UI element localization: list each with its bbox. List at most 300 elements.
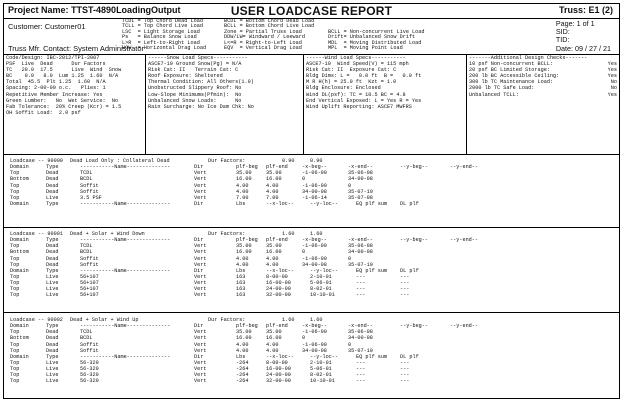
point-load-row-cell: 16-00-00 — [266, 366, 291, 373]
dist-load-row-cell: Vert — [194, 255, 207, 262]
point-load-row-cell: 56+107 — [80, 292, 99, 299]
point-load-header-cell: Type — [46, 200, 59, 207]
loadcase-title-cell: 0.90 — [310, 158, 323, 164]
dist-load-row-cell: 35-06-08 — [348, 329, 373, 336]
point-load-header-cell: Dir — [194, 200, 204, 207]
dist-load-row-cell: 35.00 — [236, 329, 252, 336]
snow-spec-heading: ------Snow Load Specs----------- — [148, 55, 248, 61]
legend-entry: TCDL = Top Chord Dead Load — [122, 18, 203, 24]
point-load-row-cell: 32-00-00 — [266, 292, 291, 299]
dist-load-row-cell: 34-00-08 — [302, 188, 327, 195]
dist-load-row-cell: Vert — [194, 182, 207, 189]
dist-load-row-cell: 16.00 — [266, 176, 282, 183]
customer-label: Customer: — [8, 22, 43, 31]
dist-load-row-cell: 16.00 — [266, 335, 282, 342]
point-load-header-cell: -----------Name-------------- — [80, 353, 171, 360]
point-load-header-cell: EQ plf sum — [356, 200, 388, 207]
wind-spec-line: Bldg Enclosure: Enclosed — [306, 85, 381, 92]
truss-label: Truss: — [558, 5, 586, 15]
point-load-row-cell: Top — [10, 286, 20, 293]
point-load-header-cell: DL plf — [400, 267, 419, 274]
dist-load-row-cell: 4.00 — [236, 182, 249, 189]
point-load-row-cell: --- — [356, 366, 366, 373]
loadcase-title-cell: Loadcase -- 90002 — [10, 317, 63, 323]
point-load-row-cell: Vert — [194, 280, 207, 287]
dist-load-header-cell: plf-beg — [236, 237, 258, 244]
point-load-row-cell: 56-320 — [80, 366, 99, 373]
project-label: Project Name: — [8, 5, 69, 15]
wind-spec-line: Risk Cat: II Exposure Cat: C — [306, 67, 397, 74]
dist-load-header-cell: plf-beg — [236, 164, 258, 171]
point-load-row-cell: 163 — [236, 292, 246, 299]
dist-load-header-cell: Dir — [194, 237, 204, 244]
point-load-header-cell: -----------Name-------------- — [80, 200, 171, 207]
dist-load-header-cell: plf-end — [266, 164, 288, 171]
point-load-row-cell: 8-00-00 — [266, 359, 288, 366]
loadcase-title-cell: Dead + Solar + Wind Up — [70, 317, 139, 323]
dist-load-row-cell: Soffit — [80, 347, 99, 354]
point-load-header-cell: EQ plf sum — [356, 353, 388, 360]
dist-load-row-cell: Live — [46, 194, 59, 201]
point-load-row-cell: Vert — [194, 372, 207, 379]
point-load-row-cell: --- — [400, 273, 410, 280]
mfr-contact-value: System Administrator — [73, 44, 145, 53]
point-load-row-cell: 32-00-00 — [266, 378, 291, 385]
checks-heading: -------Additional Design Checks------- — [469, 55, 588, 61]
dist-load-row-cell: Dead — [46, 261, 59, 268]
dist-load-row-cell: BCDL — [80, 335, 93, 342]
snow-spec-line: Low-Slope Minimums(Pfmin): No — [148, 91, 242, 98]
check-value: No — [610, 85, 617, 92]
point-load-row-cell: 8-02-01 — [310, 286, 332, 293]
dist-load-row-cell: 7.00 — [266, 194, 279, 201]
dist-load-row-cell: Soffit — [80, 261, 99, 268]
dist-load-row-cell: Dead — [46, 341, 59, 348]
point-load-row-cell: --- — [400, 292, 410, 299]
point-load-row-cell: 10-10-01 — [310, 292, 335, 299]
point-load-header-cell: EQ plf sum — [356, 267, 388, 274]
dist-load-row-cell: 34-00-08 — [302, 347, 327, 354]
dist-load-header-cell: -x-beg-- — [302, 237, 327, 244]
dist-load-row-cell: 34-00-08 — [348, 249, 373, 256]
point-load-row-cell: Live — [46, 280, 59, 287]
wind-spec-line: ASCE7-10 Wind Speed(V) = 115 mph — [306, 61, 409, 68]
point-load-header-cell: --x-loc-- — [266, 267, 295, 274]
point-load-row-cell: -264 — [236, 372, 249, 379]
loadcase-title-cell: 0.90 — [282, 158, 295, 164]
dist-load-row-cell: 4.00 — [236, 188, 249, 195]
wind-spec-line: End Vertical Exposed: L = Yes R = Yes — [306, 97, 422, 104]
dist-load-row-cell: 0 — [302, 335, 306, 342]
point-load-row-cell: --- — [356, 292, 366, 299]
loadcase-title-cell: 1.60 — [282, 317, 295, 323]
snow-load-specs — [146, 54, 304, 154]
dist-load-row-cell: 4.00 — [266, 261, 279, 268]
loadcase-title-cell: Dur Factors: — [208, 158, 246, 164]
legend-entry: LSC = Light Storage Load — [122, 28, 200, 35]
dist-load-row-cell: Top — [10, 341, 20, 348]
dist-load-row-cell: Dead — [46, 182, 59, 189]
loadcase-title-cell: 1.60 — [282, 231, 295, 237]
legend-entry: DDW/LW= Windward / Leeward — [224, 34, 305, 41]
dist-load-row-cell: 7.00 — [236, 194, 249, 201]
report-header — [4, 4, 619, 19]
sid: SID: — [555, 27, 570, 37]
dist-load-row-cell: Top — [10, 261, 20, 268]
dist-load-row-cell: 16.00 — [236, 249, 252, 256]
dist-load-row-cell: Vert — [194, 261, 207, 268]
dist-load-header-cell: --y-end-- — [450, 164, 479, 171]
dist-load-row-cell: TCDL — [80, 170, 93, 177]
dist-load-row-cell: 4.00 — [236, 255, 249, 262]
dist-load-row-cell: Vert — [194, 170, 207, 177]
check-value: No — [610, 79, 617, 86]
dist-load-row-cell: 35-07-08 — [348, 194, 373, 201]
dist-load-header-cell: --y-beg-- — [400, 323, 429, 330]
point-load-header-cell: -----------Name-------------- — [80, 267, 171, 274]
dist-load-row-cell: 4.00 — [236, 347, 249, 354]
dist-load-row-cell: Top — [10, 329, 20, 336]
point-load-row-cell: 163 — [236, 273, 246, 280]
dist-load-row-cell: 0 — [348, 341, 352, 348]
dist-load-row-cell: Top — [10, 255, 20, 262]
dist-load-row-cell: 0 — [302, 249, 306, 256]
wind-spec-line: Wind Uplift Reporting: ASCE7 MWFRS — [306, 103, 412, 110]
loadcase-title-cell: Loadcase -- 90000 — [10, 158, 63, 164]
point-load-row-cell: 16-00-00 — [266, 280, 291, 287]
code-spec-line: Fab Tolerance: 20% Creep (Kcr) = 1.5 — [6, 103, 122, 110]
dist-load-row-cell: Dead — [46, 335, 59, 342]
dist-load-row-cell: Vert — [194, 341, 207, 348]
point-load-row-cell: 24-00-00 — [266, 286, 291, 293]
dist-load-row-cell: -1-06-00 — [302, 341, 327, 348]
point-load-row-cell: 5-06-01 — [310, 366, 332, 373]
check-label: Unbalanced TCLL: — [469, 91, 519, 98]
dist-load-row-cell: 35-07-10 — [348, 188, 373, 195]
dist-load-header-cell: -x-beg-- — [302, 323, 327, 330]
dist-load-row-cell: 16.00 — [266, 249, 282, 256]
point-load-row-cell: 56-320 — [80, 359, 99, 366]
wind-spec-line: Wind DL(psf): TC = 10.5 BC = 4.8 — [306, 91, 406, 98]
point-load-row-cell: Top — [10, 366, 20, 373]
dist-load-row-cell: TCDL — [80, 329, 93, 336]
dist-load-row-cell: Top — [10, 243, 20, 250]
dist-load-row-cell: Dead — [46, 255, 59, 262]
dist-load-row-cell: Vert — [194, 329, 207, 336]
divider — [4, 312, 619, 313]
customer-value: Customer01 — [44, 22, 86, 31]
dist-load-row-cell: 4.00 — [266, 182, 279, 189]
point-load-header-cell: --x-loc-- — [266, 353, 295, 360]
point-load-row-cell: Top — [10, 372, 20, 379]
dist-load-row-cell: Top — [10, 188, 20, 195]
code-spec-line: OH Soffit Load: 2.0 psf — [6, 109, 81, 116]
loadcase-title-cell: Dead + Solar + Wind Down — [70, 231, 145, 237]
dist-load-row-cell: Vert — [194, 335, 207, 342]
report-title: USER LOADCASE REPORT — [230, 4, 393, 18]
dist-load-row-cell: -1-06-00 — [302, 182, 327, 189]
snow-spec-line: ASCE7-10 Ground Snow(Pg) = N/A — [148, 61, 242, 68]
point-load-row-cell: 163 — [236, 286, 246, 293]
legend-entry: HOW = Horizontal Drag Load — [122, 44, 207, 51]
code-design-specs — [4, 54, 146, 154]
dist-load-header-cell: Type — [46, 323, 59, 330]
snow-spec-line: Unobstructed Slippery Roof: No — [148, 85, 242, 92]
point-load-row-cell: Live — [46, 359, 59, 366]
dist-load-row-cell: 35.00 — [266, 329, 282, 336]
point-load-row-cell: Top — [10, 378, 20, 385]
point-load-row-cell: --- — [356, 286, 366, 293]
dist-load-header-cell: Domain — [10, 323, 29, 330]
dist-load-row-cell: Dead — [46, 329, 59, 336]
dist-load-row-cell: 35.00 — [266, 243, 282, 250]
divider — [4, 227, 619, 228]
point-load-row-cell: 5-06-01 — [310, 280, 332, 287]
point-load-row-cell: --- — [400, 378, 410, 385]
dist-load-row-cell: 34-00-08 — [348, 335, 373, 342]
code-spec-line: Green Lumber: No Wet Service: No — [6, 97, 119, 104]
report-frame — [3, 3, 620, 399]
dist-load-row-cell: Vert — [194, 188, 207, 195]
project-value: TTST-4890LoadingOutput — [71, 5, 181, 15]
check-value: Yes — [607, 67, 617, 74]
point-load-header-cell: --y-loc-- — [310, 267, 339, 274]
dist-load-row-cell: -1-06-00 — [302, 243, 327, 250]
check-row — [469, 92, 617, 98]
check-label: 300 lb TC Maintenance Load: — [469, 79, 554, 86]
dist-load-row-cell: Bottom — [10, 176, 29, 183]
dist-load-row-cell: Soffit — [80, 182, 99, 189]
code-spec-line: BC 0.0 8.0 Lum 1.25 1.60 N/A — [6, 73, 119, 80]
divider — [4, 154, 619, 155]
legend-entry: MDL = Moving Distributed Load — [328, 39, 422, 46]
snow-spec-line: Rain Surcharge: No Ice Dam Chk: No — [148, 103, 254, 110]
point-load-row-cell: Top — [10, 359, 20, 366]
legend-entry: Ps = Balance Snow Load — [122, 34, 197, 41]
dist-load-row-cell: 34-00-08 — [302, 261, 327, 268]
point-load-row-cell: --- — [400, 372, 410, 379]
point-load-row-cell: Live — [46, 273, 59, 280]
point-load-row-cell: 24-00-00 — [266, 372, 291, 379]
point-load-row-cell: --- — [356, 273, 366, 280]
dist-load-row-cell: 35.00 — [236, 170, 252, 177]
point-load-header-cell: --x-loc-- — [266, 200, 295, 207]
dist-load-row-cell: 16.00 — [236, 335, 252, 342]
point-load-header-cell: Lbs — [236, 200, 246, 207]
point-load-row-cell: Vert — [194, 292, 207, 299]
point-load-header-cell: Type — [46, 267, 59, 274]
snow-spec-line: Unbalanced Snow Loads: No — [148, 97, 242, 104]
point-load-header-cell: Dir — [194, 353, 204, 360]
dist-load-header-cell: --y-beg-- — [400, 237, 429, 244]
point-load-row-cell: Top — [10, 280, 20, 287]
dist-load-header-cell: -x-end-- — [348, 237, 373, 244]
dist-load-row-cell: Dead — [46, 243, 59, 250]
point-load-row-cell: --- — [356, 378, 366, 385]
dist-load-row-cell: -1-06-00 — [302, 170, 327, 177]
legend-entry: Zone = Partial Truss Load — [224, 28, 302, 35]
dist-load-row-cell: TCDL — [80, 243, 93, 250]
dist-load-header-cell: -x-end-- — [348, 164, 373, 171]
truss-value: E1 (2) — [588, 5, 613, 15]
loadcase-title-cell: Loadcase -- 90001 — [10, 231, 63, 237]
dist-load-row-cell: Soffit — [80, 188, 99, 195]
snow-spec-line: Risk Cat: II Terrain Cat: C — [148, 67, 239, 74]
legend-entry: EQV = Vertical Drag Load — [224, 44, 302, 51]
dist-load-row-cell: 4.00 — [266, 341, 279, 348]
dist-load-header-cell: plf-end — [266, 237, 288, 244]
dist-load-header-cell: -x-end-- — [348, 323, 373, 330]
dist-load-row-cell: Top — [10, 170, 20, 177]
customer — [8, 22, 86, 31]
check-label: 2000 lb TC Safe Load: — [469, 85, 535, 92]
point-load-header-cell: Domain — [10, 353, 29, 360]
dist-load-row-cell: Dead — [46, 249, 59, 256]
dist-load-header-cell: Domain — [10, 164, 29, 171]
point-load-row-cell: Vert — [194, 378, 207, 385]
legend-entry: TCLL = Top Chord Live Load — [122, 23, 203, 30]
point-load-row-cell: Live — [46, 366, 59, 373]
dist-load-header-cell: plf-beg — [236, 323, 258, 330]
dist-load-header-cell: Domain — [10, 237, 29, 244]
dist-load-row-cell: 35.00 — [266, 170, 282, 177]
point-load-row-cell: Vert — [194, 366, 207, 373]
wind-load-specs — [304, 54, 467, 154]
loadcase-title-cell: 1.60 — [310, 317, 323, 323]
dist-load-row-cell: Vert — [194, 249, 207, 256]
legend-entry: L>R = Left-to-Right Load — [122, 39, 200, 46]
point-load-row-cell: 163 — [236, 280, 246, 287]
point-load-row-cell: Vert — [194, 359, 207, 366]
check-label: 200 lb BC Accessible Ceiling: — [469, 73, 560, 80]
check-value: Yes — [607, 61, 617, 68]
legend-entry: BCDL = Bottom Chord Dead Load — [224, 18, 315, 24]
check-label: 20 psf BC Limited Storage: — [469, 67, 550, 74]
specs-section — [4, 54, 619, 154]
point-load-header-cell: Domain — [10, 200, 29, 207]
point-load-row-cell: --- — [400, 359, 410, 366]
dist-load-row-cell: 35-06-08 — [348, 170, 373, 177]
dist-load-row-cell: Vert — [194, 176, 207, 183]
point-load-row-cell: Vert — [194, 273, 207, 280]
legend-entry: L<=R = Right-to-Left Load — [224, 39, 302, 46]
legend-entry: BCLL = Non-concurrent Live Load — [328, 28, 425, 35]
dist-load-row-cell: Top — [10, 194, 20, 201]
mfr-contact-label: Truss Mfr. Contact: — [8, 44, 72, 53]
code-spec-line: TC 20.0 17.5 Live Wind Snow — [6, 67, 122, 74]
point-load-row-cell: --- — [356, 372, 366, 379]
dist-load-header-cell: -----------Name-------------- — [80, 164, 171, 171]
dist-load-row-cell: Soffit — [80, 341, 99, 348]
dist-load-row-cell: Vert — [194, 347, 207, 354]
point-load-row-cell: --- — [356, 280, 366, 287]
dist-load-row-cell: Vert — [194, 194, 207, 201]
legend-entry: MPL = Moving Point Load — [328, 44, 403, 51]
dist-load-header-cell: Type — [46, 237, 59, 244]
dist-load-row-cell: 34-00-08 — [348, 176, 373, 183]
dist-load-row-cell: 3.5 PSF — [80, 194, 102, 201]
snow-spec-line: Thermal Condition: All Others(1.0) — [148, 79, 254, 86]
dist-load-row-cell: 0 — [302, 176, 306, 183]
dist-load-row-cell: BCDL — [80, 249, 93, 256]
dist-load-header-cell: -----------Name-------------- — [80, 323, 171, 330]
loadcase-title-cell: Dur Factors: — [208, 231, 246, 237]
check-label: 10 psf Non-concurrent BCLL: — [469, 61, 554, 68]
truss-name — [559, 5, 613, 15]
dist-load-row-cell: -1-06-14 — [302, 194, 327, 201]
info-section — [4, 18, 619, 55]
point-load-row-cell: 56-320 — [80, 378, 99, 385]
dist-load-header-cell: -----------Name-------------- — [80, 237, 171, 244]
wind-spec-line: Bldg Dims: L = 0.0 ft B = 0.0 ft — [306, 73, 422, 80]
code-spec-line: PSF Live Dead Dur Factors — [6, 61, 106, 68]
page-info — [556, 20, 611, 53]
dist-load-row-cell: Dead — [46, 170, 59, 177]
point-load-row-cell: Live — [46, 378, 59, 385]
snow-spec-line: Roof Exposure: Sheltered — [148, 73, 223, 80]
check-value: Yes — [607, 91, 617, 98]
dist-load-row-cell: 4.00 — [266, 347, 279, 354]
loadcase-title-cell: 1.60 — [310, 231, 323, 237]
point-load-row-cell: Live — [46, 292, 59, 299]
code-spec-line: Spacing: 2-00-00 o.c. Plies: 1 — [6, 85, 106, 92]
legend-entry: Drift= Unbalanced Snow Drift — [328, 34, 416, 41]
dist-load-row-cell: 4.00 — [266, 188, 279, 195]
dist-load-row-cell: 16.00 — [236, 176, 252, 183]
dist-load-row-cell: Vert — [194, 243, 207, 250]
dist-load-row-cell: Soffit — [80, 255, 99, 262]
point-load-row-cell: 2-10-01 — [310, 273, 332, 280]
loadcase-title-cell: Dur Factors: — [208, 317, 246, 323]
point-load-header-cell: Lbs — [236, 353, 246, 360]
point-load-row-cell: 8-00-00 — [266, 273, 288, 280]
additional-design-checks — [467, 54, 619, 154]
point-load-row-cell: 56+107 — [80, 280, 99, 287]
dist-load-row-cell: 4.00 — [236, 261, 249, 268]
point-load-header-cell: Dir — [194, 267, 204, 274]
dist-load-row-cell: 4.00 — [266, 255, 279, 262]
dist-load-row-cell: Dead — [46, 347, 59, 354]
point-load-row-cell: -264 — [236, 359, 249, 366]
dist-load-header-cell: plf-end — [266, 323, 288, 330]
report-date: Date: 09 / 27 / 21 — [555, 43, 611, 53]
point-load-header-cell: DL plf — [400, 353, 419, 360]
dist-load-row-cell: Dead — [46, 188, 59, 195]
point-load-header-cell: Domain — [10, 267, 29, 274]
dist-load-row-cell: 0 — [348, 255, 352, 262]
dist-load-row-cell: Dead — [46, 176, 59, 183]
code-spec-line: Repetitive Member Increase: Yes — [6, 91, 103, 98]
loadcase-title-cell: Dead Load Only : Collateral Dead — [70, 158, 170, 164]
dist-load-header-cell: Dir — [194, 164, 204, 171]
point-load-row-cell: -264 — [236, 366, 249, 373]
dist-load-header-cell: Type — [46, 164, 59, 171]
dist-load-header-cell: --y-beg-- — [400, 164, 429, 171]
dist-load-header-cell: --y-end-- — [450, 323, 479, 330]
point-load-header-cell: --y-loc-- — [310, 200, 339, 207]
dist-load-row-cell: Bottom — [10, 335, 29, 342]
wind-spec-heading: ------Wind Load Specs----------- — [306, 55, 406, 61]
point-load-row-cell: Top — [10, 292, 20, 299]
point-load-header-cell: --y-loc-- — [310, 353, 339, 360]
code-spec-line: Total 45.5 Plt 1.25 1.60 N/A — [6, 79, 106, 86]
point-load-row-cell: Live — [46, 372, 59, 379]
page-number: Page: 1 of 1 — [555, 19, 595, 28]
point-load-row-cell: Vert — [194, 286, 207, 293]
point-load-row-cell: --- — [400, 366, 410, 373]
dist-load-row-cell: Top — [10, 182, 20, 189]
dist-load-row-cell: Top — [10, 347, 20, 354]
